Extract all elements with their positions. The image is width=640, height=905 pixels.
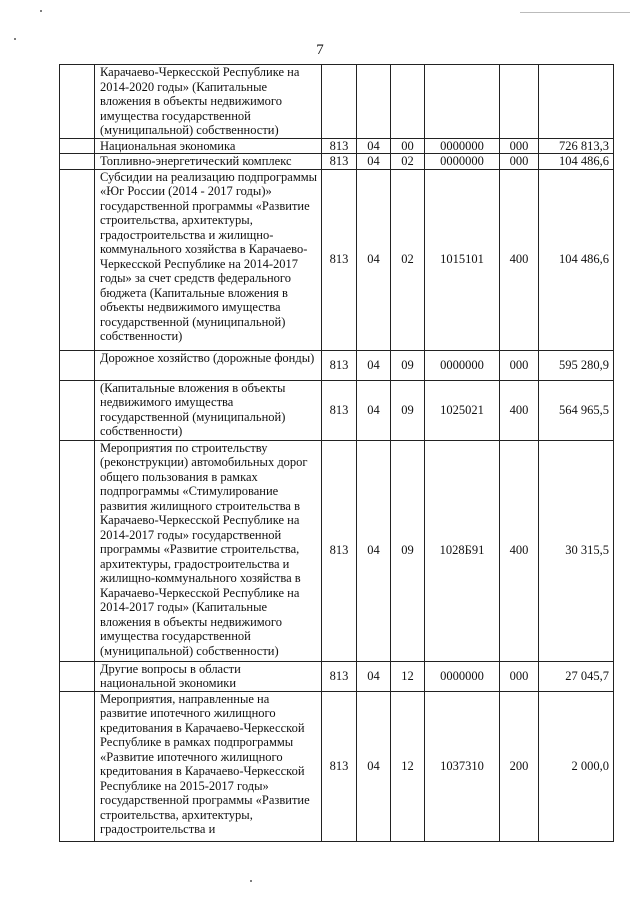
amount: 30 315,5 [539, 440, 614, 661]
amount: 595 280,9 [539, 350, 614, 380]
expense-type-code: 000 [500, 350, 539, 380]
amount: 27 045,7 [539, 661, 614, 691]
target-article-code: 1025021 [425, 380, 500, 440]
section-code: 04 [357, 380, 391, 440]
expense-type-code: 000 [500, 138, 539, 154]
subsection-code: 02 [391, 169, 425, 350]
row-number-cell [60, 691, 95, 841]
subsection-code: 09 [391, 350, 425, 380]
amount: 2 000,0 [539, 691, 614, 841]
page-number: 7 [316, 42, 324, 58]
subsection-code: 12 [391, 661, 425, 691]
ministry-code: 813 [322, 440, 357, 661]
row-number-cell [60, 154, 95, 170]
amount [539, 65, 614, 139]
expense-type-code: 400 [500, 380, 539, 440]
subsection-code: 00 [391, 138, 425, 154]
row-number-cell [60, 440, 95, 661]
section-code: 04 [357, 440, 391, 661]
section-code: 04 [357, 138, 391, 154]
table-row [60, 661, 614, 691]
row-number-cell [60, 661, 95, 691]
scan-speck [250, 880, 252, 882]
expense-type-code: 400 [500, 169, 539, 350]
ministry-code: 813 [322, 691, 357, 841]
ministry-code: 813 [322, 380, 357, 440]
subsection-code [391, 65, 425, 139]
section-code: 04 [357, 154, 391, 170]
ministry-code: 813 [322, 661, 357, 691]
target-article-code: 1037310 [425, 691, 500, 841]
amount: 564 965,5 [539, 380, 614, 440]
table-row [60, 440, 614, 661]
expense-type-code: 000 [500, 154, 539, 170]
item-name: Топливно-энергетический комплекс [95, 154, 322, 170]
section-code: 04 [357, 169, 391, 350]
target-article-code: 0000000 [425, 350, 500, 380]
item-name: Мероприятия по строительству (реконструкции) автомобильных дорог общего пользования в рамках подпрограммы «Стимулирование развития жилищного строительства в Карачаево-Черкесской Республике на 2014-2017 годы» государственной программы «Развитие строительства, архитектуры, градостроительства и жилищно-коммунального хозяйства в Карачаево-Черкесской Республике на 2014-2017 годы» (Капитальные вложения в объекты недвижимого имущества государственной (муниципальной) собственности) [95, 440, 322, 661]
section-code: 04 [357, 691, 391, 841]
ministry-code: 813 [322, 169, 357, 350]
table-row [60, 691, 614, 841]
scan-speck [40, 10, 42, 12]
item-name: Субсидии на реализацию подпрограммы «Юг России (2014 - 2017 годы)» государственной программы «Развитие строительства, архитектуры, градостроительства и жилищно-коммунального хозяйства в Карачаево-Черкесской Республике на 2014-2017 годы» за счет средств федерального бюджета (Капитальные вложения в объекты недвижимого имущества государственной (муниципальной) собственности) [95, 169, 322, 350]
section-code [357, 65, 391, 139]
row-number-cell [60, 350, 95, 380]
table-row [60, 380, 614, 440]
subsection-code: 02 [391, 154, 425, 170]
amount: 104 486,6 [539, 154, 614, 170]
item-name: Мероприятия, направленные на развитие ипотечного жилищного кредитования в Карачаево-Черкесской Республике в рамках подпрограммы «Развитие ипотечного жилищного кредитования в Карачаево-Черкесской Республике на 2015-2017 годы» государственной программы «Развитие строительства, архитектуры, градостроительства и [95, 691, 322, 841]
item-name: Национальная экономика [95, 138, 322, 154]
ministry-code: 813 [322, 350, 357, 380]
amount: 726 813,3 [539, 138, 614, 154]
item-name: (Капитальные вложения в объекты недвижимого имущества государственной (муниципальной) собственности) [95, 380, 322, 440]
row-number-cell [60, 169, 95, 350]
expense-type-code: 000 [500, 661, 539, 691]
ministry-code: 813 [322, 138, 357, 154]
item-name: Карачаево-Черкесской Республике на 2014-2020 годы» (Капитальные вложения в объекты недвижимого имущества государственной (муниципальной) собственности) [95, 65, 322, 139]
scan-artifact-line [520, 12, 630, 13]
table-row [60, 138, 614, 154]
expense-type-code: 200 [500, 691, 539, 841]
budget-table [59, 64, 614, 842]
item-name: Дорожное хозяйство (дорожные фонды) [95, 350, 322, 380]
scan-speck [14, 38, 16, 40]
expense-type-code: 400 [500, 440, 539, 661]
subsection-code: 09 [391, 440, 425, 661]
row-number-cell [60, 138, 95, 154]
row-number-cell [60, 380, 95, 440]
table-row [60, 65, 614, 139]
item-name: Другие вопросы в области национальной экономики [95, 661, 322, 691]
row-number-cell [60, 65, 95, 139]
target-article-code: 0000000 [425, 138, 500, 154]
target-article-code: 1015101 [425, 169, 500, 350]
target-article-code: 0000000 [425, 661, 500, 691]
expense-type-code [500, 65, 539, 139]
table-row [60, 169, 614, 350]
subsection-code: 12 [391, 691, 425, 841]
subsection-code: 09 [391, 380, 425, 440]
table-row [60, 350, 614, 380]
table-row [60, 154, 614, 170]
target-article-code [425, 65, 500, 139]
ministry-code: 813 [322, 154, 357, 170]
target-article-code: 1028Б91 [425, 440, 500, 661]
target-article-code: 0000000 [425, 154, 500, 170]
amount: 104 486,6 [539, 169, 614, 350]
section-code: 04 [357, 661, 391, 691]
section-code: 04 [357, 350, 391, 380]
ministry-code [322, 65, 357, 139]
